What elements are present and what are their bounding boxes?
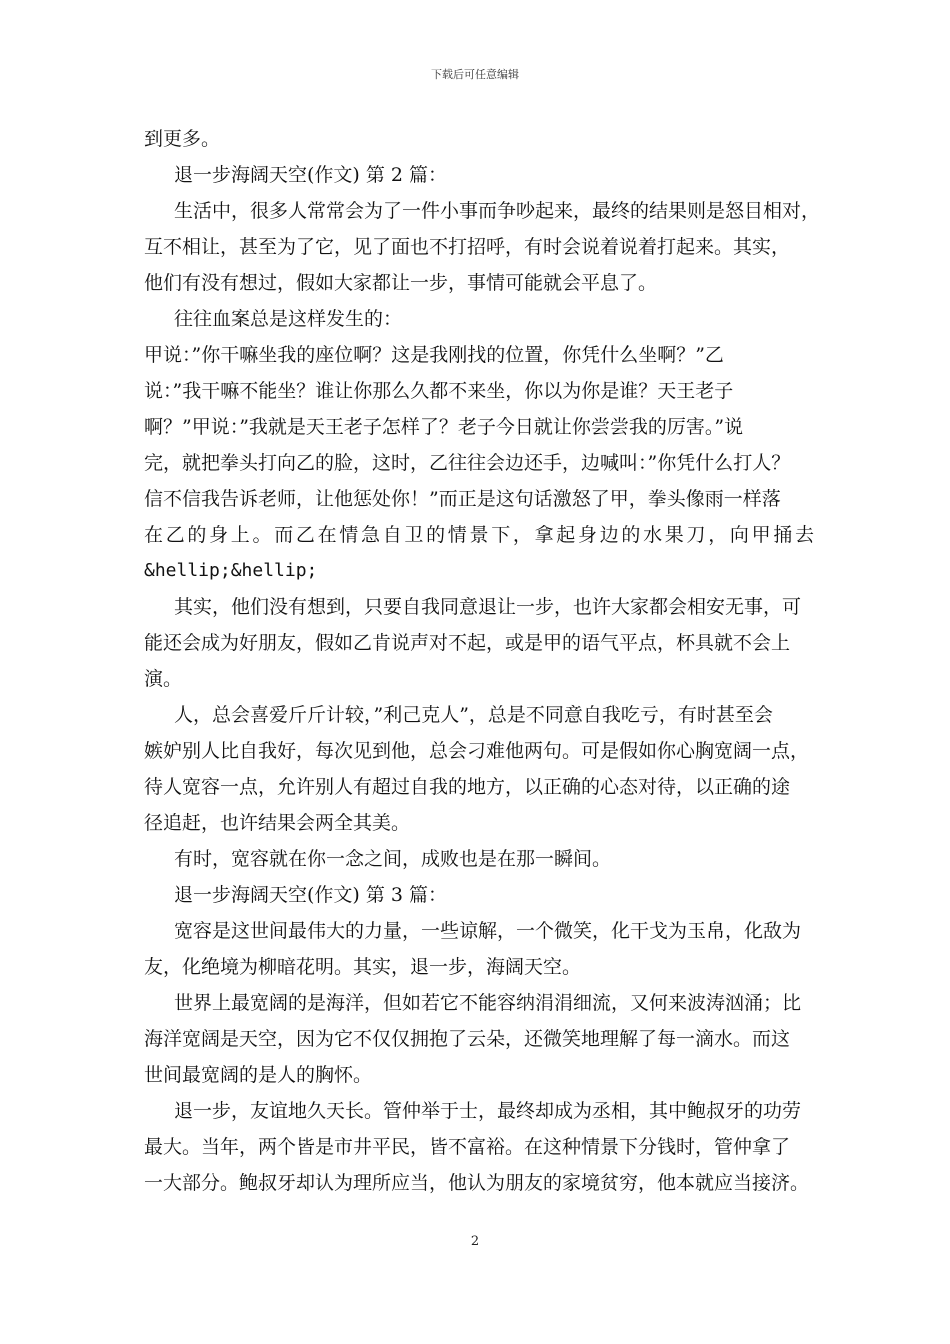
text-line: 径追赶，也许结果会两全其美。 xyxy=(144,812,411,834)
text-line: 宽容是这世间最伟大的力量，一些谅解，一个微笑，化干戈为玉帛，化敌为 xyxy=(174,920,802,942)
text-line: 海洋宽阔是天空，因为它不仅仅拥抱了云朵，还微笑地理解了每一滴水。而这 xyxy=(144,1028,791,1050)
text-line: 一大部分。鲍叔牙却认为理所应当，他认为朋友的家境贫穷，他本就应当接济。 xyxy=(144,1172,810,1194)
text-line: 世间最宽阔的是人的胸怀。 xyxy=(144,1064,373,1086)
text-line: 友，化绝境为柳暗花明。其实，退一步，海阔天空。 xyxy=(144,956,582,978)
text-line: &hellip;&hellip; xyxy=(144,560,318,581)
document-body xyxy=(144,121,821,1201)
text-line: 生活中，很多人常常会为了一件小事而争吵起来，最终的结果则是怒目相对， xyxy=(174,200,821,222)
text-line: 往往血案总是这样发生的： xyxy=(174,308,403,330)
text-line: 说：”我干嘛不能坐？谁让你那么久都不来坐，你以为你是谁？天王老子 xyxy=(144,380,734,402)
text-line: 退一步海阔天空(作文) 第 2 篇： xyxy=(174,164,448,186)
page-header: 下载后可任意编辑 xyxy=(431,68,519,81)
text-line: 演。 xyxy=(144,668,183,690)
text-line: 信不信我告诉老师，让他惩处你！”而正是这句话激怒了甲，拳头像雨一样落 xyxy=(144,488,781,510)
text-line: 到更多。 xyxy=(144,128,221,150)
text-line: 最大。当年，两个皆是市井平民，皆不富裕。在这种情景下分钱时，管仲拿了 xyxy=(144,1136,791,1158)
page-number: 2 xyxy=(470,1234,480,1249)
text-line: 待人宽容一点，允许别人有超过自我的地方，以正确的心态对待，以正确的途 xyxy=(144,776,791,798)
text-line: 嫉妒别人比自我好，每次见到他，总会刁难他两句。可是假如你心胸宽阔一点， xyxy=(144,740,810,762)
text-line: 能还会成为好朋友，假如乙肯说声对不起，或是甲的语气平点，杯具就不会上 xyxy=(144,632,791,654)
text-line: 其实，他们没有想到，只要自我同意退让一步，也许大家都会相安无事，可 xyxy=(174,596,802,618)
text-line: 世界上最宽阔的是海洋，但如若它不能容纳涓涓细流，又何来波涛汹涌；比 xyxy=(174,992,802,1014)
text-line: 啊？”甲说：”我就是天王老子怎样了？老子今日就让你尝尝我的厉害。”说 xyxy=(144,416,744,438)
text-line: 人，总会喜爱斤斤计较，”利己克人”，总是不同意自我吃亏，有时甚至会 xyxy=(174,704,773,726)
text-line: 他们有没有想过，假如大家都让一步，事情可能就会平息了。 xyxy=(144,272,658,294)
text-line: 有时，宽容就在你一念之间，成败也是在那一瞬间。 xyxy=(174,848,612,870)
text-line: 互不相让，甚至为了它，见了面也不打招呼，有时会说着说着打起来。其实， xyxy=(144,236,791,258)
text-line: 甲说：”你干嘛坐我的座位啊？这是我刚找的位置，你凭什么坐啊？”乙 xyxy=(144,344,724,366)
text-line: 完，就把拳头打向乙的脸，这时，乙往往会边还手，边喊叫：”你凭什么打人？ xyxy=(144,452,791,474)
text-line: 在乙的身上。而乙在情急自卫的情景下，拿起身边的水果刀，向甲捅去 xyxy=(144,524,814,546)
text-line: 退一步海阔天空(作文) 第 3 篇： xyxy=(174,884,448,906)
text-line: 退一步，友谊地久天长。管仲举于士，最终却成为丞相，其中鲍叔牙的功劳 xyxy=(174,1100,802,1122)
